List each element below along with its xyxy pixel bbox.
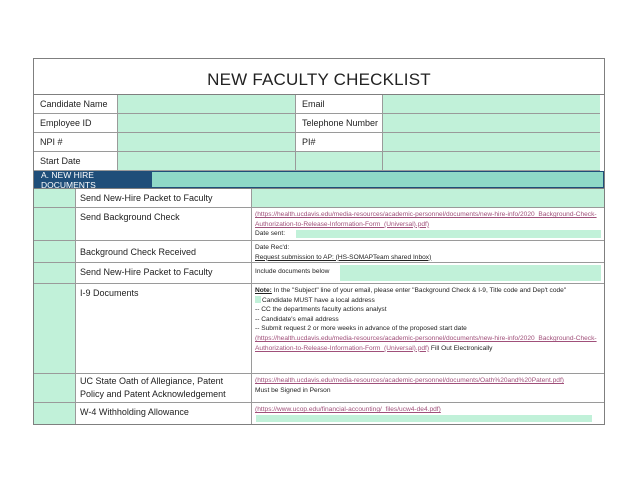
checklist-row [34, 189, 604, 208]
include-documents-note: Include documents below [255, 268, 330, 275]
i9-line-submit: -- Submit request 2 or more weeks in advance of the proposed start date [255, 325, 467, 333]
item-label: Background Check Received [76, 241, 252, 262]
include-documents-field[interactable] [340, 265, 601, 281]
check-cell[interactable] [34, 189, 76, 207]
checklist-row [34, 208, 604, 241]
date-sent-label: Date sent: [255, 230, 286, 238]
start-date-field[interactable] [118, 152, 296, 171]
i9-line-cc: -- CC the departments faculty actions analyst [255, 306, 387, 314]
item-label: Send New-Hire Packet to Faculty [76, 263, 252, 283]
date-recd-label: Date Rec'd: [255, 244, 290, 251]
item-label: W-4 Withholding Allowance [76, 403, 252, 424]
title-row [34, 59, 604, 95]
employee-id-label: Employee ID [34, 114, 118, 133]
item-detail [252, 263, 604, 283]
item-label: Send New-Hire Packet to Faculty [76, 189, 252, 207]
start-date-extra-field[interactable] [296, 152, 383, 171]
checklist-row [34, 374, 604, 403]
check-cell[interactable] [34, 374, 76, 402]
checklist-row [34, 284, 604, 374]
check-cell[interactable] [34, 284, 76, 373]
i9-note [255, 286, 601, 296]
item-detail [252, 241, 604, 262]
checklist-row [34, 263, 604, 284]
page-title: NEW FACULTY CHECKLIST [207, 69, 431, 89]
email-label: Email [296, 95, 383, 114]
npi-field[interactable] [118, 133, 296, 152]
candidate-name-field[interactable] [118, 95, 296, 114]
candidate-info-grid [34, 95, 604, 171]
note-label: Note: [255, 287, 272, 294]
item-detail [252, 374, 604, 402]
pi-label: PI# [296, 133, 383, 152]
fill-out-text: Fill Out Electronically [429, 344, 493, 352]
item-detail [252, 208, 604, 240]
section-title: A. NEW HIRE DOCUMENTS [34, 171, 152, 188]
section-fill [152, 171, 604, 188]
w4-field[interactable] [256, 415, 592, 422]
item-label: Send Background Check [76, 208, 252, 240]
i9-line-local-address [255, 296, 601, 306]
check-cell[interactable] [34, 403, 76, 424]
local-address-text: Candidate MUST have a local address [262, 296, 375, 304]
start-date-label: Start Date [34, 152, 118, 171]
i9-link[interactable]: (https://health.ucdavis.edu/media-resources/academic-personnel/documents/new-hire-info/2020_Background-Check-Authorization-to-Release-Information-Form_(Universal).pdf) [255, 334, 597, 352]
w4-link[interactable]: (https://www.ucop.edu/financial-accounting/_files/ucw4-de4.pdf) [255, 406, 441, 413]
checklist-items [34, 189, 604, 424]
signed-in-person-text: Must be Signed in Person [255, 386, 331, 394]
check-cell[interactable] [34, 263, 76, 283]
item-detail [252, 284, 604, 373]
i9-link-line [255, 334, 601, 353]
checklist-page [33, 58, 605, 425]
i9-line-email: -- Candidate's email address [255, 315, 339, 323]
checklist-row [34, 403, 604, 424]
email-field[interactable] [383, 95, 600, 114]
item-detail-field[interactable] [252, 189, 604, 207]
item-label: UC State Oath of Allegiance, Patent Policy and Patent Acknowledgement [76, 374, 252, 402]
checklist-row [34, 241, 604, 263]
npi-label: NPI # [34, 133, 118, 152]
date-sent-field[interactable] [296, 230, 601, 238]
pi-field[interactable] [383, 133, 600, 152]
telephone-field[interactable] [383, 114, 600, 133]
highlight-marker [255, 296, 261, 303]
telephone-label: Telephone Number [296, 114, 383, 133]
item-detail [252, 403, 604, 424]
bg-check-link[interactable]: (https://health.ucdavis.edu/media-resources/academic-personnel/documents/new-hire-info/2020_Background-Check-Authorization-to-Release-Information-Form_(Universal).pdf) [255, 211, 597, 228]
note-text: In the "Subject" line of your email, please enter "Background Check & I-9, Title code and Dep't code" [271, 287, 567, 294]
employee-id-field[interactable] [118, 114, 296, 133]
oath-link[interactable]: (https://health.ucdavis.edu/media-resources/academic-personnel/documents/Oath%20and%20Patent.pdf) [255, 377, 564, 384]
candidate-name-label: Candidate Name [34, 95, 118, 114]
start-date-extra-field-2[interactable] [383, 152, 600, 171]
section-header [34, 171, 604, 189]
check-cell[interactable] [34, 241, 76, 262]
check-cell[interactable] [34, 208, 76, 240]
request-submission-text: Request submission to AP: (HS-SOMAPTeam shared Inbox) [255, 253, 432, 261]
item-label: I-9 Documents [76, 284, 252, 373]
